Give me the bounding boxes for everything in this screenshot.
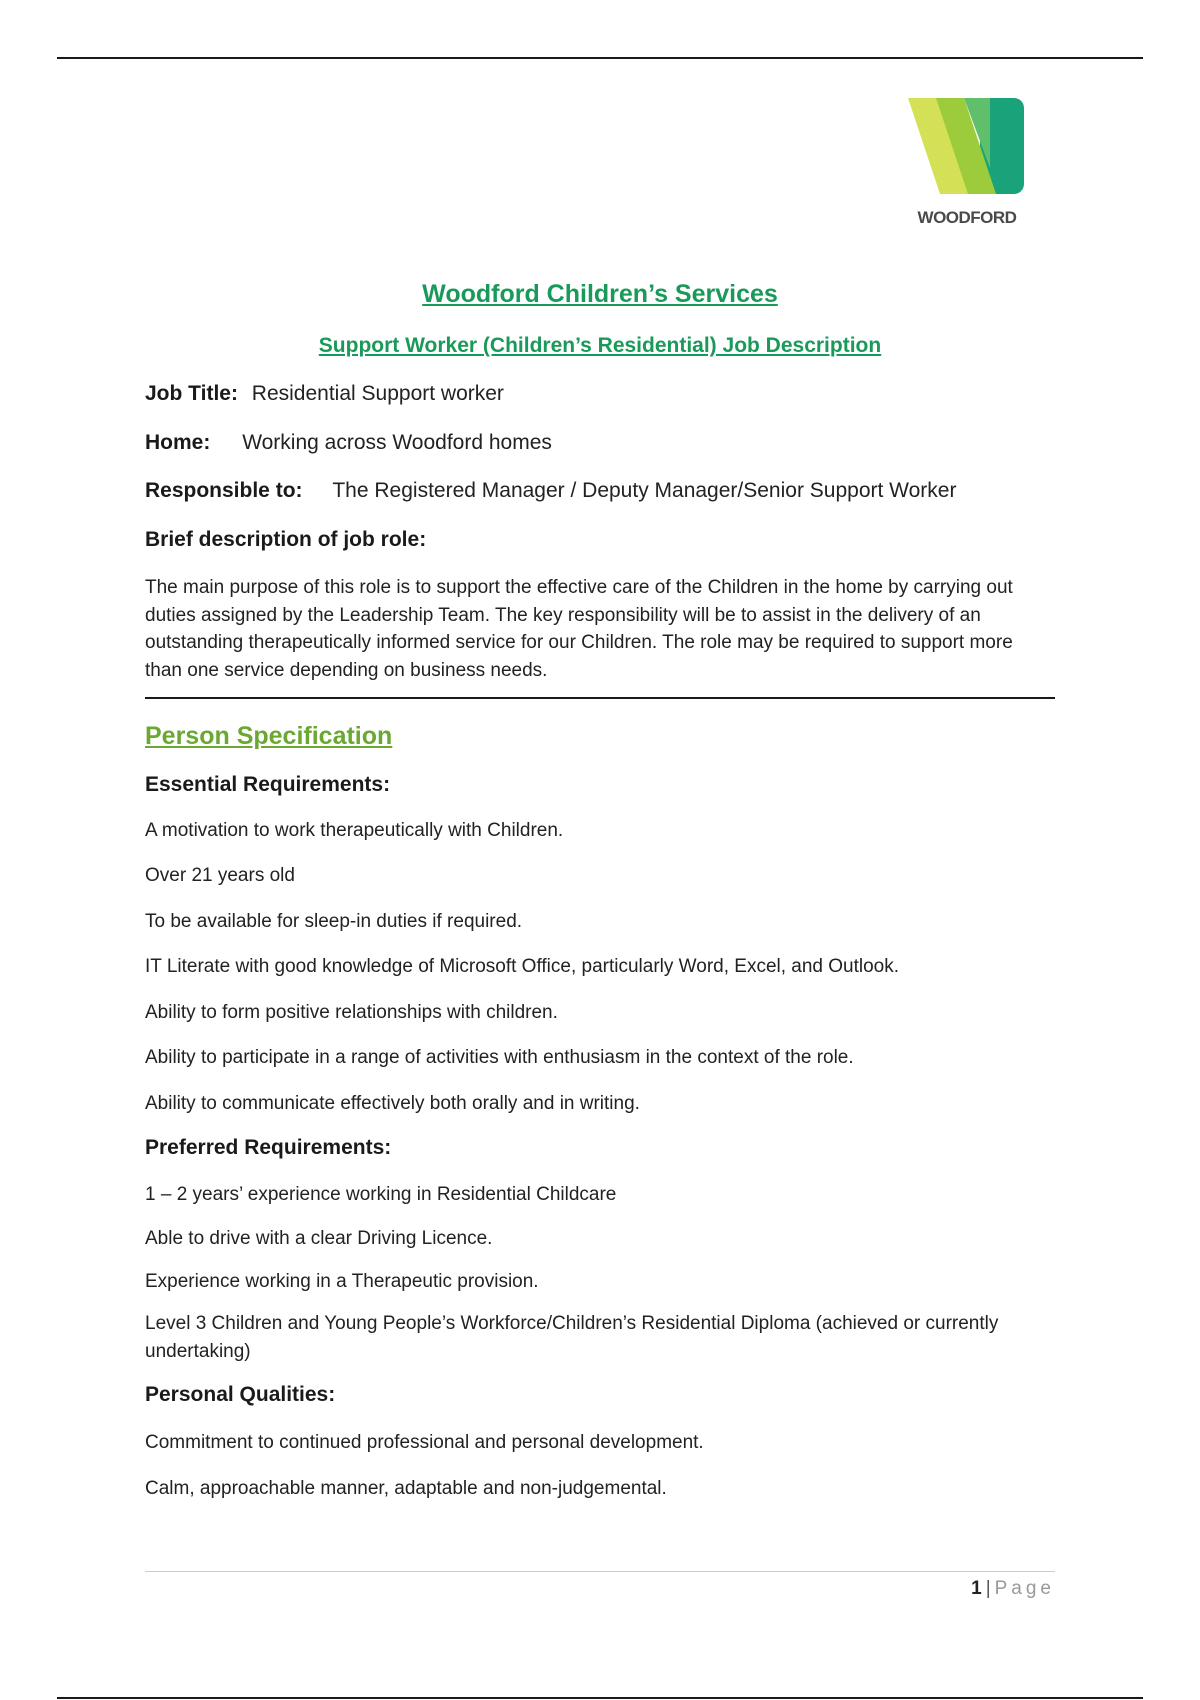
home-value: Working across Woodford homes — [242, 431, 552, 454]
responsible-value: The Registered Manager / Deputy Manager/Senior Support Worker — [332, 479, 957, 502]
list-item: To be available for sleep-in duties if required. — [145, 911, 523, 932]
top-rule — [57, 57, 1143, 59]
brief-heading: Brief description of job role: — [145, 528, 427, 551]
list-item: Commitment to continued professional and personal development. — [145, 1432, 704, 1453]
responsible-label: Responsible to: — [145, 479, 303, 502]
responsible-row — [145, 479, 1055, 503]
essential-requirements-heading: Essential Requirements: — [145, 773, 391, 796]
woodford-logo — [908, 98, 1026, 228]
list-item: Ability to communicate effectively both orally and in writing. — [145, 1093, 640, 1114]
job-title-value: Residential Support worker — [251, 382, 504, 405]
footer-divider — [145, 1571, 1055, 1572]
preferred-requirements-heading: Preferred Requirements: — [145, 1136, 392, 1159]
list-item: A motivation to work therapeutically with Children. — [145, 820, 564, 841]
brief-description: The main purpose of this role is to support the effective care of the Children in the home by carrying out duties assigned by the Leadership Team. The key responsibility will be to assist in the delivery of an outstanding therapeutically informed service for our Children. The role may be required to support more than one service depending on business needs. — [145, 577, 1013, 681]
list-item: 1 – 2 years’ experience working in Residential Childcare — [145, 1184, 617, 1205]
list-item: Level 3 Children and Young People’s Workforce/Children’s Residential Diploma (achieved or currently undertaking) — [145, 1313, 999, 1362]
logo-wordmark: WOODFORD — [917, 208, 1017, 227]
home-row — [145, 431, 1055, 455]
personal-qualities-heading: Personal Qualities: — [145, 1383, 336, 1406]
list-item: Experience working in a Therapeutic provision. — [145, 1271, 539, 1292]
list-item: Able to drive with a clear Driving Licence. — [145, 1228, 493, 1249]
document-subtitle: Support Worker (Children’s Residential) Job Description — [318, 334, 882, 357]
page-label: Page — [994, 1578, 1055, 1599]
person-specification-heading: Person Specification — [145, 722, 393, 750]
list-item: IT Literate with good knowledge of Microsoft Office, particularly Word, Excel, and Outlook. — [145, 956, 900, 977]
section-divider — [145, 697, 1055, 699]
list-item: Ability to form positive relationships with children. — [145, 1002, 558, 1023]
home-label: Home: — [145, 431, 211, 454]
page-number-separator: | — [985, 1578, 991, 1599]
job-title-label: Job Title: — [145, 382, 238, 405]
woodford-logo-mark-icon — [908, 98, 1026, 198]
page-number-value: 1 — [971, 1578, 982, 1599]
bottom-rule — [57, 1697, 1143, 1699]
job-title-row — [145, 382, 1055, 406]
list-item: Calm, approachable manner, adaptable and non-judgemental. — [145, 1478, 667, 1499]
page-number — [971, 1578, 1055, 1600]
list-item: Over 21 years old — [145, 865, 295, 886]
list-item: Ability to participate in a range of activities with enthusiasm in the context of the role. — [145, 1047, 854, 1068]
document-title: Woodford Children’s Services — [422, 280, 778, 308]
